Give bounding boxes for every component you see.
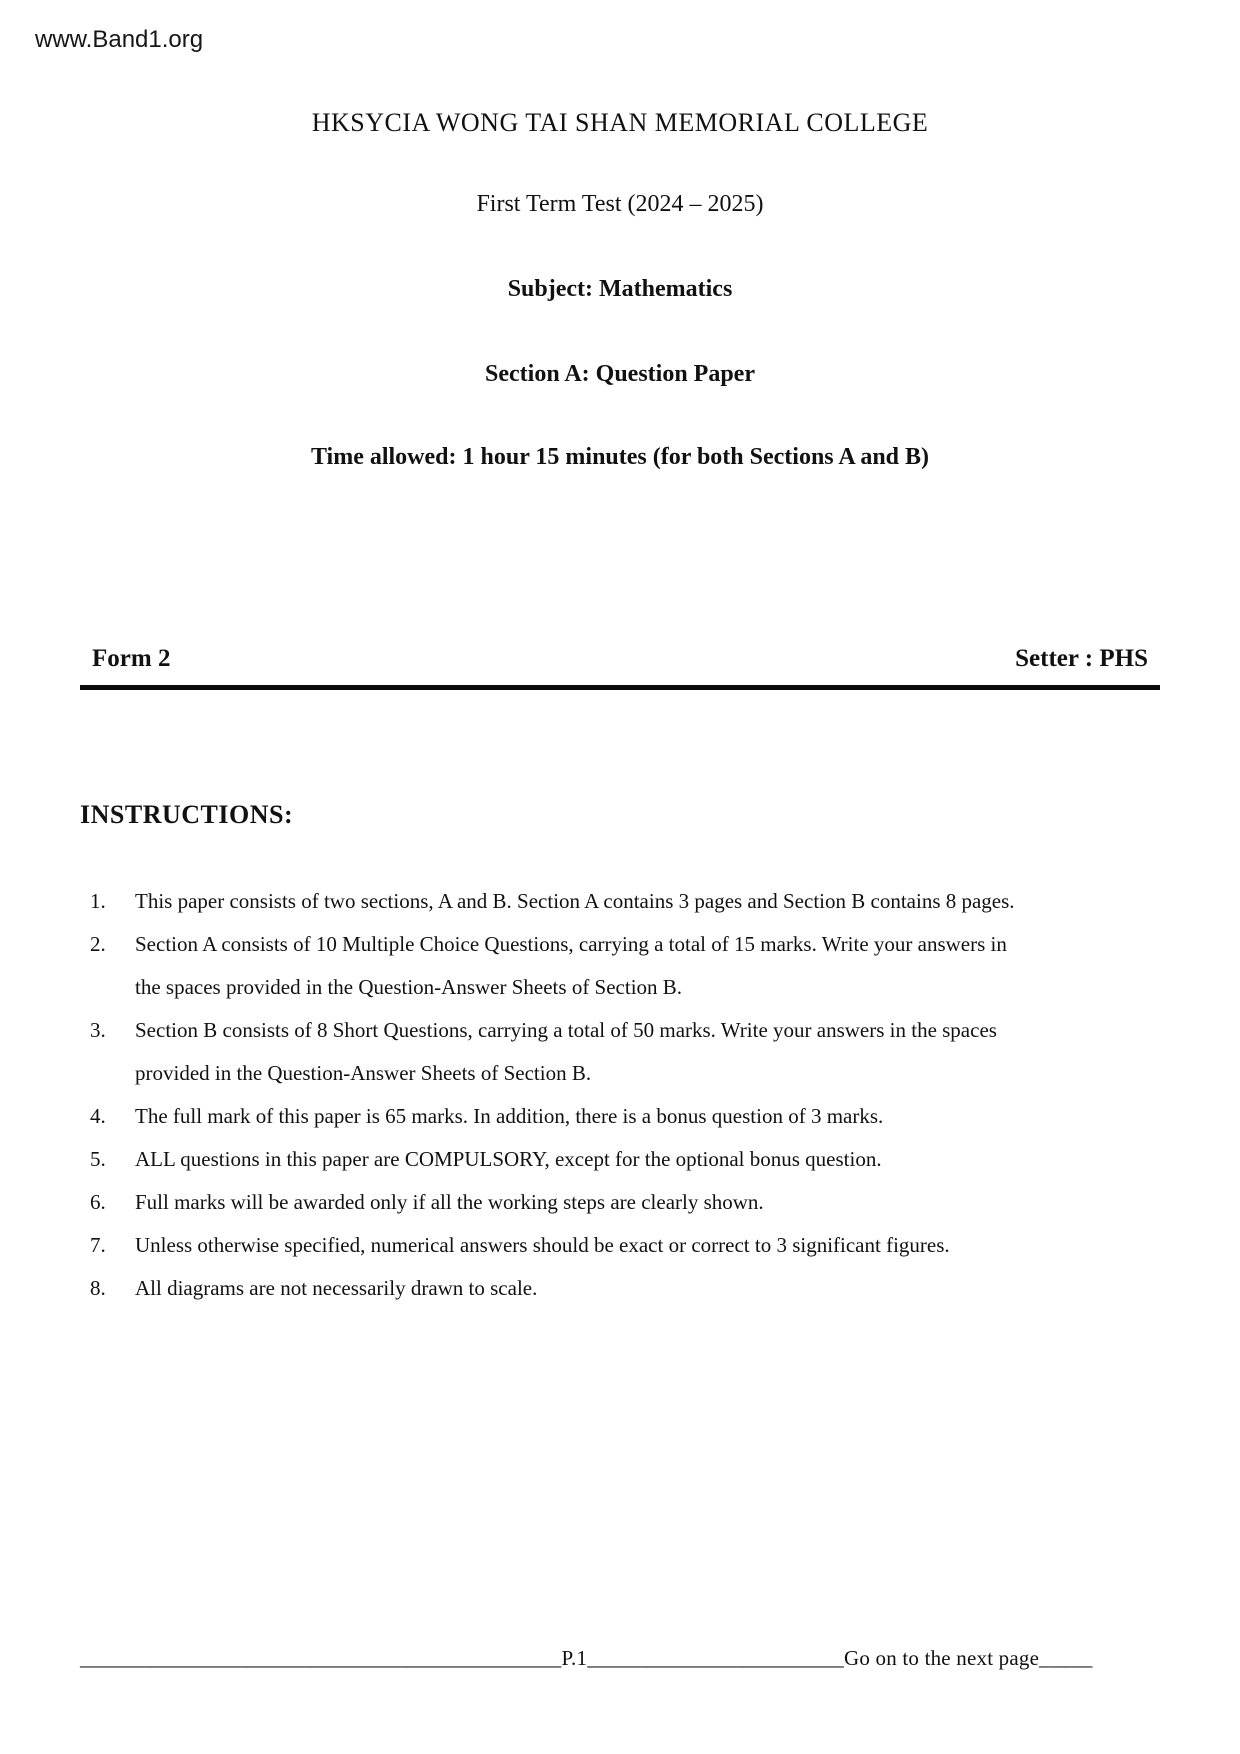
instruction-number: 6. xyxy=(90,1190,106,1214)
instructions-heading: INSTRUCTIONS: xyxy=(80,800,294,829)
instruction-text: This paper consists of two sections, A and B. Section A contains 3 pages and Section B contains 8 pages. xyxy=(135,889,1015,913)
instruction-text: The full mark of this paper is 65 marks. In addition, there is a bonus question of 3 marks. xyxy=(135,1104,884,1128)
watermark-url: www.Band1.org xyxy=(35,26,204,53)
page-number: P.1 xyxy=(561,1646,588,1670)
instruction-item xyxy=(90,1009,1018,1095)
instruction-text: Unless otherwise specified, numerical answers should be exact or correct to 3 significant figures. xyxy=(135,1233,950,1257)
instruction-item xyxy=(90,923,1018,1009)
instruction-item xyxy=(90,1138,1018,1181)
footer-rule-left: _____________________________________________ xyxy=(80,1646,562,1670)
instruction-number: 5. xyxy=(90,1147,106,1171)
instruction-number: 8. xyxy=(90,1276,106,1300)
instruction-item xyxy=(90,1095,1018,1138)
instruction-text: Full marks will be awarded only if all the working steps are clearly shown. xyxy=(135,1190,764,1214)
subject-line: Subject: Mathematics xyxy=(507,276,733,302)
instruction-text: Section B consists of 8 Short Questions, carrying a total of 50 marks. Write your answers in the spaces provided in the Question-Answer Sheets of Section B. xyxy=(135,1018,997,1085)
instruction-number: 7. xyxy=(90,1233,106,1257)
form-setter-row xyxy=(80,645,1160,690)
section-title: Section A: Question Paper xyxy=(485,361,755,387)
instruction-item xyxy=(90,880,1018,923)
term-test-title: First Term Test (2024 – 2025) xyxy=(476,191,764,217)
footer-next-page-label: Go on to the next page xyxy=(844,1646,1040,1670)
exam-header xyxy=(0,0,1240,471)
page-footer xyxy=(80,1645,1180,1671)
instruction-number: 2. xyxy=(90,932,106,956)
instruction-item xyxy=(90,1267,1018,1310)
instruction-number: 1. xyxy=(90,889,106,913)
footer-rule-mid: ________________________ xyxy=(587,1646,845,1670)
time-allowed-line: Time allowed: 1 hour 15 minutes (for both Sections A and B) xyxy=(310,444,930,470)
instruction-number: 4. xyxy=(90,1104,106,1128)
form-label: Form 2 xyxy=(92,645,171,672)
instruction-number: 3. xyxy=(90,1018,106,1042)
instruction-text: All diagrams are not necessarily drawn to scale. xyxy=(135,1276,538,1300)
instruction-item xyxy=(90,1224,1018,1267)
instruction-item xyxy=(90,1181,1018,1224)
instruction-text: ALL questions in this paper are COMPULSORY, except for the optional bonus question. xyxy=(135,1147,882,1171)
setter-label: Setter : PHS xyxy=(1015,645,1148,672)
instruction-text: Section A consists of 10 Multiple Choice Questions, carrying a total of 15 marks. Write your answers in the spaces provided in the Question-Answer Sheets of Section B. xyxy=(135,932,1007,999)
instructions-list xyxy=(90,880,1018,1310)
school-name: HKSYCIA WONG TAI SHAN MEMORIAL COLLEGE xyxy=(311,108,929,137)
footer-rule-right: _____ xyxy=(1039,1646,1093,1670)
